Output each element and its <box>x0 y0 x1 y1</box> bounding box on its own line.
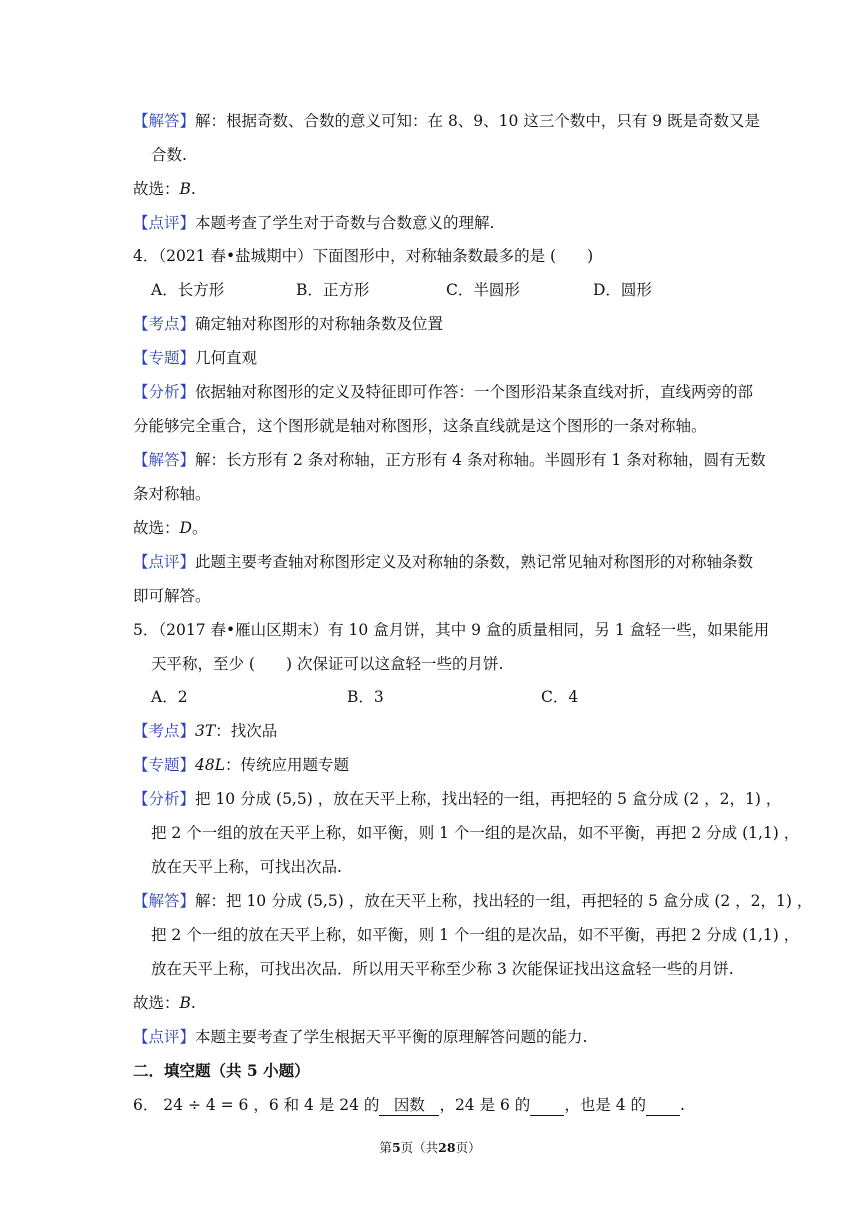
q4-analysis-line-2: 分能够完全重合，这个图形就是轴对称图形，这条直线就是这个图形的一条对称轴。 <box>133 417 707 435</box>
q5-option-a: A．2 <box>151 688 188 706</box>
page-footer: 第5页（共28页） <box>379 1140 481 1155</box>
q4-choice: 故选：D。 <box>133 519 208 537</box>
q4-point: 【考点】确定轴对称图形的对称轴条数及位置 <box>133 315 444 333</box>
q5-analysis-line-3: 放在天平上称，可找出次品. <box>151 858 342 876</box>
q5-point: 【考点】3T：找次品 <box>133 722 278 740</box>
page-total: 28 <box>438 1140 456 1155</box>
q5-answer-line-3: 放在天平上称，可找出次品．所以用天平称至少称 3 次能保证找出这盒轻一些的月饼. <box>151 960 734 978</box>
q4-topic: 【专题】几何直观 <box>133 349 258 367</box>
q3-choice: 故选：B. <box>133 180 196 198</box>
q3-comment: 【点评】本题考查了学生对于奇数与合数意义的理解. <box>133 214 495 232</box>
q4-option-b: B．正方形 <box>296 281 370 299</box>
q4-comment-line-1: 【点评】此题主要考查轴对称图形定义及对称轴的条数，熟记常见轴对称图形的对称轴条数 <box>133 553 754 571</box>
choice-letter: B <box>179 180 191 198</box>
page-number: 5 <box>391 1140 401 1155</box>
answer-tag: 【解答】 <box>133 112 196 130</box>
q4-stem: 4．（2021 春•盐城期中）下面图形中，对称轴条数最多的是 ( ) <box>133 247 594 265</box>
q6-blank-2 <box>530 1095 564 1116</box>
q4-option-c: C．半圆形 <box>446 281 520 299</box>
q5-analysis-line-1: 【分析】把 10 分成 (5,5) ，放在天平上称，找出轻的一组，再把轻的 5 盒分成 (2 ，2，1) ， <box>133 790 782 808</box>
q6-blank-3 <box>646 1095 680 1116</box>
q5-stem-line-1: 5．（2017 春•雁山区期末）有 10 盒月饼，其中 9 盒的质量相同，另 1 盒轻一些，如果能用 <box>133 621 770 639</box>
answer-text: 解：根据奇数、合数的意义可知：在 8、9、10 这三个数中，只有 9 既是奇数又是 <box>195 112 761 130</box>
section-heading: 二．填空题（共 5 小题） <box>133 1061 310 1080</box>
q5-choice: 故选：B. <box>133 994 196 1012</box>
q4-answer-line-1: 【解答】解：长方形有 2 条对称轴，正方形有 4 条对称轴。半圆形有 1 条对称轴，圆有无数 <box>133 451 766 469</box>
q4-comment-line-2: 即可解答。 <box>133 587 211 605</box>
q4-answer-line-2: 条对称轴。 <box>133 485 211 503</box>
q5-option-c: C．4 <box>541 688 579 706</box>
comment-tag: 【点评】 <box>133 214 196 232</box>
q6-stem: 6． 24 ÷ 4 = 6 ，6 和 4 是 24 的 因数 ，24 是 6 的 ，也是 4 的 . <box>133 1096 685 1114</box>
q5-option-b: B．3 <box>347 688 384 706</box>
q5-answer-line-1: 【解答】解：把 10 分成 (5,5) ，放在天平上称，找出轻的一组，再把轻的 5 盒分成 (2 ，2，1) ， <box>133 892 813 910</box>
q4-analysis-line-1: 【分析】依据轴对称图形的定义及特征即可作答：一个图形沿某条直线对折，直线两旁的部 <box>133 383 754 401</box>
q5-comment: 【点评】本题主要考查了学生根据天平平衡的原理解答问题的能力. <box>133 1028 588 1046</box>
q4-option-d: D．圆形 <box>593 281 652 299</box>
q5-analysis-line-2: 把 2 个一组的放在天平上称，如平衡，则 1 个一组的是次品，如不平衡，再把 2 分成 (1,1) ， <box>151 824 800 842</box>
q5-topic: 【专题】48L：传统应用题专题 <box>133 756 350 774</box>
q5-stem-line-2: 天平称，至少 ( ) 次保证可以这盒轻一些的月饼. <box>151 655 504 673</box>
q3-answer-line-2: 合数. <box>151 146 187 164</box>
q4-option-a: A．长方形 <box>151 281 225 299</box>
q5-answer-line-2: 把 2 个一组的放在天平上称，如平衡，则 1 个一组的是次品，如不平衡，再把 2 分成 (1,1) ， <box>151 926 800 944</box>
q6-blank-1: 因数 <box>379 1095 439 1116</box>
q3-answer-line-1 <box>133 111 760 131</box>
